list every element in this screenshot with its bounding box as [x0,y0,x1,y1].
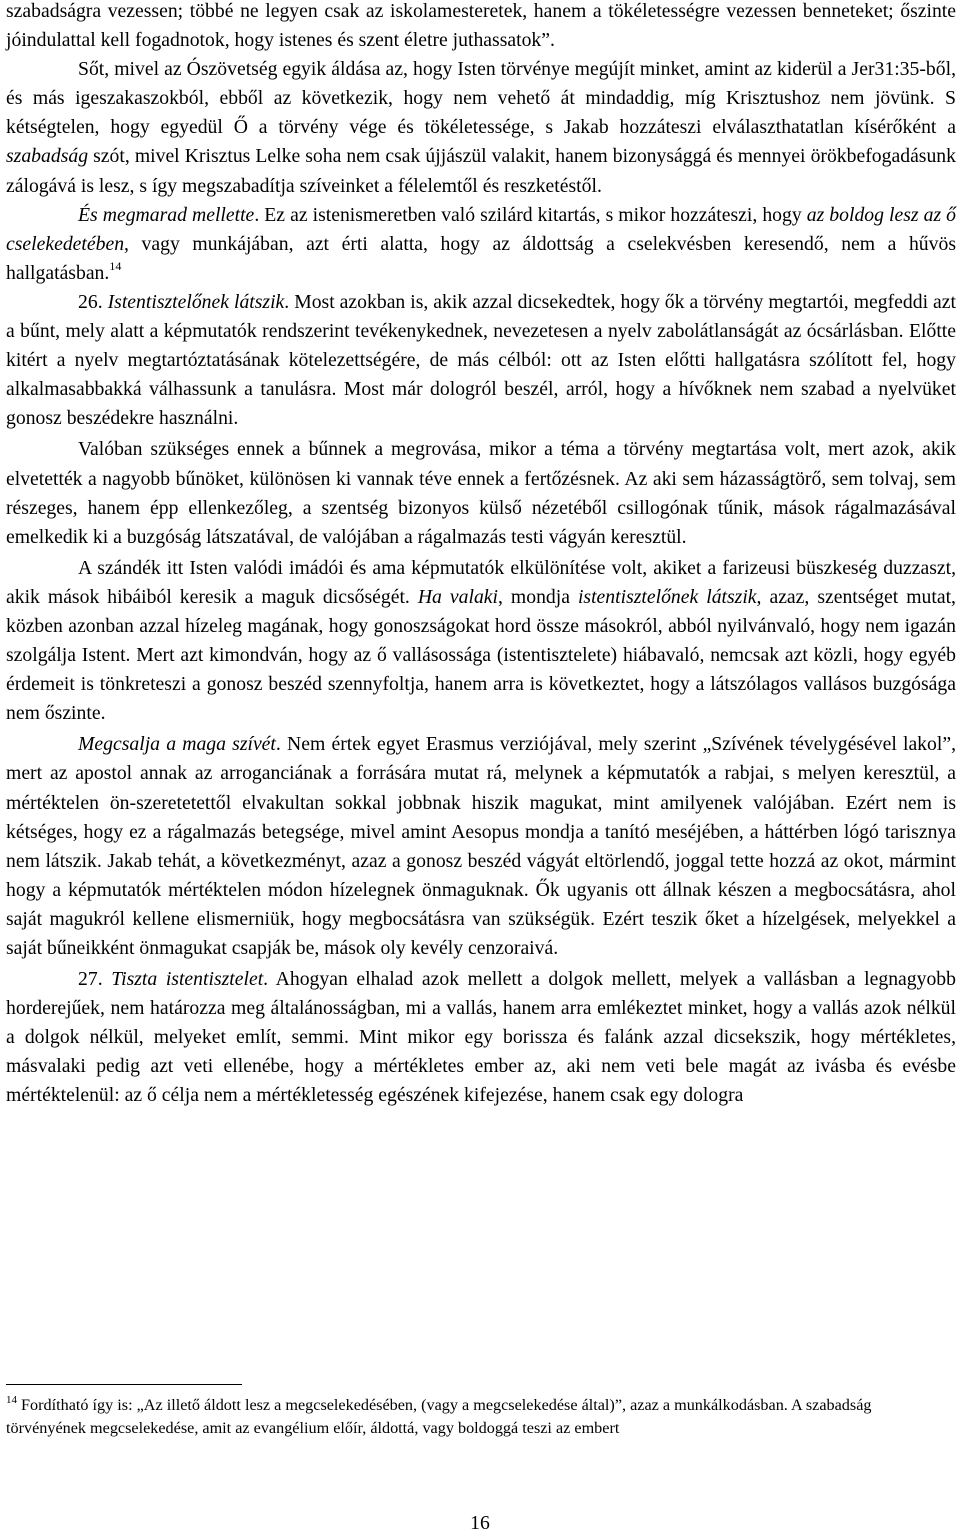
paragraph-6 [6,554,956,729]
body-text: . Ahogyan elhalad azok mellett a dolgok mellett, melyek a vallásban a legnagyobb horderejűek, nem határozza meg általánosságban, mi a vallás, hanem arra emlékeztet minket, hogy a vallás azok nélkül a dolgok nélkül, melyeket említ, semmi. Mint mikor egy borissza és falánk azzal dicsekszik, hogy mértékletes, másvalaki pedig azt veti ellenébe, hogy a mértékletes ember az, aki nem veti bele magát az ivásba és evésbe mértéktelenül: az ő célja nem a mértékletesség egészének kifejezése, hanem csak egy dologra [6,968,956,1107]
body-text: szabadságra vezessen; többé ne legyen csak az iskolamesteretek, hanem a tökéletességre vezessen benneteket; őszinte jóindulattal kell fogadnotok, hogy istenes és szent életre juthassatok”. [6,0,956,52]
paragraph-1 [6,0,956,55]
body-text: . Ez az istenismeretben való szilárd kitartás, s mikor hozzáteszi, hogy [254,203,807,226]
body-text: 26. [78,290,108,313]
footnote-text: Fordítható így is: „Az illető áldott lesz a megcselekedésében, (vagy a megcselekedése által)”, azaz a munkálkodásban. A szabadság törvényének megcselekedése, amit az evangélium előír, áldottá, vagy boldoggá teszi az embert [6,1396,872,1438]
italic-text: szabadság [6,145,89,168]
body-text: Valóban szükséges ennek a bűnnek a megrovása, mikor a téma a törvény megtartása volt, mert azok, akik elvetették a nagyobb bűnöket, különösen ki vannak téve ennek a fertőzésnek. Az aki sem házasságtörő, sem tolvaj, sem részeges, hanem épp ellenkezőleg, a szentség bizonyos külső nézetéből csillogónak tűnik, mások rágalmazásával emelkedik ki a buzgóság látszatával, de valójában a rágalmazás testi vágyán keresztül. [6,438,956,548]
italic-text: istentisztelőnek látszik [577,585,757,608]
paragraph-7 [6,730,956,963]
footnote-separator [6,1384,242,1385]
body-text: , mondja [498,585,578,608]
body-text: 27. [78,968,112,991]
body-text: , vagy munkájában, azt érti alatta, hogy az áldottság a cselekvésben keresendő, nem a hűvös hallgatásban. [6,232,956,284]
document-page [6,0,956,1111]
footnote-number: 14 [6,1394,17,1406]
footnote [6,1394,946,1441]
body-text: szót, mivel Krisztus Lelke soha nem csak újjászül valakit, hanem bizonysággá és mennyei örökbefogadásunk zálogává is lesz, s így megszabadítja szíveinket a félelemtől és reszketéstől. [6,145,956,197]
italic-text: Tiszta istentisztelet [111,968,264,991]
body-text: Sőt, mivel az Ószövetség egyik áldása az, hogy Isten törvénye megújít minket, amint az kiderül a Jer31:35-ből, és más igeszakaszokból, ebből az következik, hogy nem vehető át mindaddig, míg Krisztushoz nem jövünk. S kétségtelen, hogy egyedül Ő a törvény vége és tökéletessége, s Jakab hozzáteszi elválaszthatatlan kísérőként a [6,58,956,139]
page-number: 16 [470,1512,490,1534]
paragraph-4-section-26 [6,288,956,433]
italic-text: És megmarad mellette [78,203,255,226]
italic-text: Ha valaki [417,585,498,608]
body-text: . Nem értek egyet Erasmus verziójával, mely szerint „Szívének tévelygésével lakol”, mert az apostol annak az arroganciának a forrására mutat rá, melynek a képmutatók a rabjai, s melyen keresztül, a mértéktelen ön-szeretetettől elvakultan sokkal jobbnak hiszik magukat, mint amilyenek valójában. Ezért nem is kétséges, hogy ez a rágalmazás betegsége, mivel amint Aesopus mondja a tanító meséjében, a háttérben lógó tarisznya nem látszik. Jakab tehát, a következményt, azaz a gonosz beszéd vágyát eltörlendő, joggal tette hozzá az okot, mármint hogy a képmutatók mértéktelen módon hízelegnek önmaguknak. Ők ugyanis ott állnak készen a megbocsátásra, ahol saját magukról kellene elismerniük, hogy megbocsátásra van szükségük. Ezért teszik őket a hízelgések, melyekkel a saját bűneikként önmagukat csapják be, mások oly kevély cenzoraivá. [6,733,956,959]
italic-text: Megcsalja a maga szívét [78,733,276,756]
body-text: A szándék itt Isten valódi imádói és ama képmutatók elkülönítése volt, akiket a farizeusi büszkeség duzzaszt, akik mások hibáiból keresik a maguk dicsőségét. [6,556,956,608]
paragraph-3 [6,201,956,288]
italic-text: az boldog lesz az ő cselekedetében [6,203,957,255]
body-text: , azaz, szentséget mutat, közben azonban azzal hízeleg magának, hogy gonoszságokat hord össze másokról, abból nyilvánvaló, hogy nem igazán szolgálja Istent. Mert azt kimondván, hogy az ő vallásossága (istentisztelete) hiábavaló, nemcsak azt közli, hogy egyéb érdemeit is tönkreteszi a gonosz beszéd szennyfoltja, hanem arra is következtet, hogy a látszólagos vallásos buzgósága nem őszinte. [6,585,956,725]
italic-text: Istentisztelőnek látszik [107,290,285,313]
paragraph-2 [6,55,956,200]
body-text: . Most azokban is, akik azzal dicsekedtek, hogy ők a törvény megtartói, megfeddi azt a bűnt, mely alatt a képmutatók rendszerint tevékenykednek, nevezetesen a nyelv zabolátlanságát az ócsárlásban. Előtte kitért a nyelv megtartóztatásának kötelezettségére, de más célból: ott az Isten előtti hallgatásra szólított fel, hogy alkalmasabbakká válhassunk a tanulásra. Most már dologról beszél, arról, hogy a hívőknek nem szabad a nyelvüket gonosz beszédekre használni. [6,290,956,430]
paragraph-8-section-27 [6,965,956,1110]
footnote-reference[interactable]: 14 [109,258,122,273]
paragraph-5 [6,435,956,551]
